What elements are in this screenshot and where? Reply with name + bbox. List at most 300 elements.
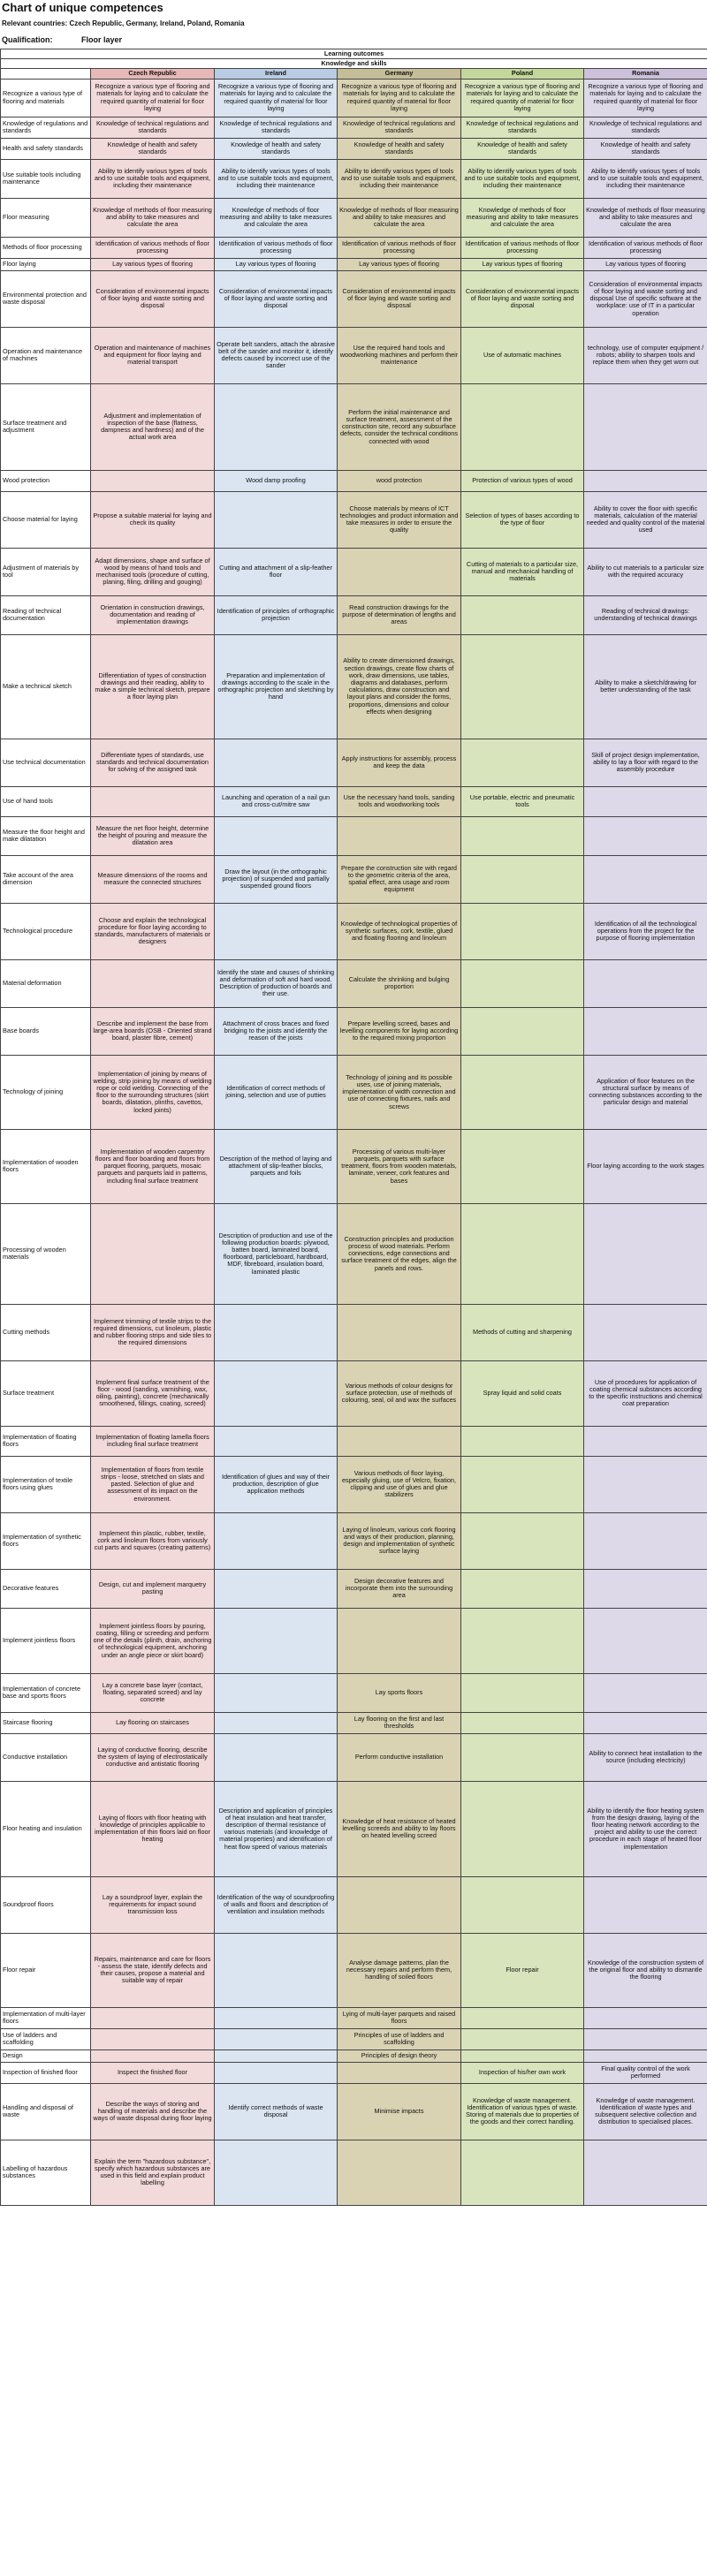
cell-poland [461,595,584,634]
row-topic: Make a technical sketch [1,634,91,739]
cell-poland: Knowledge of waste management. Identification of various types of waste. Storing of materials due to properties of the goods and their correct handling. [461,2083,584,2140]
qualification-value: Floor layer [81,35,123,44]
cell-germany: Lay sports floors [338,1673,461,1712]
table-row [1,595,707,634]
cell-poland [461,739,584,786]
cell-ireland [215,1512,338,1569]
row-topic: Use of hand tools [1,786,91,816]
table-row [1,2140,707,2205]
table-row [1,855,707,903]
cell-romania [584,2007,707,2028]
cell-romania: Ability to identify various types of tools and to use suitable tools and equipment, including their maintenance [584,159,707,198]
cell-czech-republic: Propose a suitable material for laying and check its quality [91,491,215,548]
cell-germany: Perform conductive installation [338,1733,461,1781]
cell-germany: Knowledge of heat resistance of heated levelling screeds and ability to lay floors on heated levelling screed [338,1781,461,1876]
cell-poland [461,2028,584,2049]
cell-romania: Lay various types of flooring [584,258,707,270]
cell-ireland: Draw the layout (in the orthographic projection) of suspended and partially suspended ground floors [215,855,338,903]
cell-czech-republic [91,959,215,1007]
cell-romania: Recognize a various type of flooring and materials for laying and to calculate the required quantity of material for floor laying [584,79,707,117]
table-row [1,159,707,198]
row-topic: Inspection of finished floor [1,2062,91,2083]
cell-romania: Ability to make a sketch/drawing for better understanding of the task [584,634,707,739]
row-topic: Use of ladders and scaffolding [1,2028,91,2049]
cell-poland: Knowledge of methods of floor measuring and ability to take measures and calculate the area [461,198,584,237]
cell-czech-republic: Implement jointless floors by pouring, coating, filling or screeding and perform one of the details (plinth, drain, anchoring of technological equipment, anchoring under an angle piece or skirt board) [91,1608,215,1673]
cell-romania [584,1512,707,1569]
cell-germany: Use the required hand tools and woodworking machines and perform their maintenance [338,327,461,383]
row-topic: Reading of technical documentation [1,595,91,634]
cell-czech-republic: Differentiation of types of construction drawings and their reading, ability to make a simple technical sketch, prepare a floor laying plan [91,634,215,739]
cell-romania [584,1712,707,1733]
cell-czech-republic: Recognize a various type of flooring and materials for laying and to calculate the required quantity of material for floor laying [91,79,215,117]
cell-ireland [215,1712,338,1733]
row-topic: Implementation of floating floors [1,1426,91,1456]
table-row [1,79,707,117]
table-row [1,1712,707,1733]
cell-romania: Identification of all the technological operations from the project for the purpose of flooring implementation [584,903,707,959]
cell-germany: Technology of joining and its possible uses, use of joining materials, implementation of width connection and use of connecting fixtures, nails and screws [338,1055,461,1129]
cell-czech-republic: Implementation of joining by means of welding, strip joining by means of welding rope or cold welding. Connecting of the floor to the surrounding structures (skirt boards, dilatation, plinths, cavettos, locked joints) [91,1055,215,1129]
cell-germany: Prepare the construction site with regard to the geometric criteria of the area, spatial effect, area usage and room equipment [338,855,461,903]
table-row [1,383,707,470]
cell-poland: Protection of various types of wood [461,470,584,491]
cell-germany: Knowledge of health and safety standards [338,138,461,159]
cell-romania [584,470,707,491]
row-topic: Take account of the area dimension [1,855,91,903]
row-topic: Cutting methods [1,1304,91,1360]
cell-germany: Apply instructions for assembly, process and keep the data [338,739,461,786]
cell-germany: Principles of design theory [338,2049,461,2062]
cell-czech-republic: Knowledge of technical regulations and standards [91,117,215,138]
cell-ireland [215,1426,338,1456]
cell-ireland: Description and application of principles of heat insulation and heat transfer, description of thermal resistance of various materials (and knowledge of material properties) and identification of heat flow speed of various materials [215,1781,338,1876]
cell-czech-republic [91,2007,215,2028]
row-topic: Technology of joining [1,1055,91,1129]
cell-poland [461,903,584,959]
cell-ireland: Identification of various methods of floor processing [215,237,338,258]
row-topic: Staircase flooring [1,1712,91,1733]
cell-poland: Spray liquid and solid coats [461,1360,584,1426]
cell-romania: Knowledge of waste management. Identification of waste types and subsequent selective collection and distribution to specialised places. [584,2083,707,2140]
cell-ireland: Launching and operation of a nail gun and cross-cut/mitre saw [215,786,338,816]
cell-ireland [215,2007,338,2028]
cell-ireland: Identification of the way of soundproofing of walls and floors and description of ventilation and insulation methods [215,1876,338,1933]
cell-romania: Knowledge of health and safety standards [584,138,707,159]
cell-germany: Analyse damage patterns, plan the necessary repairs and perform them, handling of soiled floors [338,1933,461,2007]
cell-poland [461,1608,584,1673]
cell-romania: Use of procedures for application of coating chemical substances according to the specific instructions and chemical coat preparation [584,1360,707,1426]
cell-czech-republic: Operation and maintenance of machines and equipment for floor laying and material transport [91,327,215,383]
column-header-ireland: Ireland [215,69,338,79]
row-topic: Handling and disposal of waste [1,2083,91,2140]
cell-germany [338,816,461,855]
cell-czech-republic: Implementation of floors from textile strips - loose, stretched on slats and pasted. Selection of glue and assessment of its impact on the environment. [91,1456,215,1512]
cell-czech-republic: Implement thin plastic, rubber, textile, cork and linoleum floors from variously cut parts and squares (creating patterns) [91,1512,215,1569]
cell-czech-republic: Implementation of floating lamella floors including final surface treatment [91,1426,215,1456]
cell-romania: Ability to cover the floor with specific materials, calculation of the material needed and quality control of the material used [584,491,707,548]
cell-poland [461,1781,584,1876]
row-topic: Implementation of concrete base and sports floors [1,1673,91,1712]
table-row [1,2049,707,2062]
cell-germany [338,1426,461,1456]
cell-romania [584,1569,707,1608]
row-topic: Recognize a various type of flooring and materials [1,79,91,117]
cell-ireland: Recognize a various type of flooring and materials for laying and to calculate the required quantity of material for floor laying [215,79,338,117]
row-topic: Labelling of hazardous substances [1,2140,91,2205]
cell-ireland: Preparation and implementation of drawings according to the scale in the orthographic projection and sketching by hand [215,634,338,739]
table-row [1,491,707,548]
row-topic: Floor laying [1,258,91,270]
cell-romania: Knowledge of methods of floor measuring and ability to take measures and calculate the area [584,198,707,237]
cell-poland [461,816,584,855]
row-topic: Choose material for laying [1,491,91,548]
cell-ireland [215,383,338,470]
cell-poland [461,1055,584,1129]
cell-germany [338,2140,461,2205]
cell-czech-republic: Implementation of wooden carpentry floors and floor boarding and floors from parquet flooring, parquets, mosaic parquets and parquets laid in patterns, including final surface treatment [91,1129,215,1203]
row-topic: Floor heating and insulation [1,1781,91,1876]
cell-poland: Use of automatic machines [461,327,584,383]
table-row [1,1055,707,1129]
cell-poland [461,1712,584,1733]
document-title: Chart of unique competences [2,1,163,14]
cell-czech-republic: Design, cut and implement marquetry pasting [91,1569,215,1608]
cell-czech-republic [91,786,215,816]
cell-poland [461,1426,584,1456]
cell-ireland: Ability to identify various types of tools and to use suitable tools and equipment, including their maintenance [215,159,338,198]
cell-poland: Identification of various methods of floor processing [461,237,584,258]
cell-romania [584,1673,707,1712]
row-topic: Surface treatment and adjustment [1,383,91,470]
cell-czech-republic: Lay flooring on staircases [91,1712,215,1733]
cell-czech-republic: Implement final surface treatment of the floor - wood (sanding, varnishing, wax, oiling, painting), concrete (mechanically smoothened, fillings, coating, screed) [91,1360,215,1426]
table-row [1,198,707,237]
table-row [1,959,707,1007]
table-row [1,1203,707,1304]
cell-ireland: Cutting and attachment of a slip-feather floor [215,548,338,595]
row-topic: Floor measuring [1,198,91,237]
table-row [1,258,707,270]
cell-germany: Minimise impacts [338,2083,461,2140]
cell-czech-republic: Repairs, maintenance and care for floors - assess the state, identify defects and their causes, propose a material and suitable way of repair [91,1933,215,2007]
cell-germany: Read construction drawings for the purpose of determination of lengths and areas [338,595,461,634]
cell-ireland: Identify correct methods of waste disposal [215,2083,338,2140]
cell-poland: Consideration of environmental impacts of floor laying and waste sorting and disposal [461,270,584,327]
cell-poland: Use portable, electric and pneumatic tools [461,786,584,816]
table-row [1,1360,707,1426]
cell-ireland [215,1733,338,1781]
table-row [1,2083,707,2140]
cell-germany: Recognize a various type of flooring and materials for laying and to calculate the required quantity of material for floor laying [338,79,461,117]
column-header-poland: Poland [461,69,584,79]
cell-poland: Methods of cutting and sharpening [461,1304,584,1360]
cell-poland [461,1129,584,1203]
table-row [1,634,707,739]
cell-germany: Choose materials by means of ICT technologies and product information and take measures in order to ensure the quality [338,491,461,548]
cell-ireland: Description of the method of laying and attachment of slip-feather blocks, parquets and foils [215,1129,338,1203]
cell-romania: Final quality control of the work performed [584,2062,707,2083]
relevant-countries: Relevant countries: Czech Republic, Germany, Ireland, Poland, Romania [2,19,245,27]
cell-ireland [215,2049,338,2062]
cell-romania [584,1426,707,1456]
cell-germany: Various methods of floor laying, especially gluing, use of Velcro, fixation, clipping and use of glues and glue stabilizers [338,1456,461,1512]
cell-czech-republic [91,470,215,491]
cell-romania [584,855,707,903]
cell-ireland: Attachment of cross braces and fixed bridging to the joists and identify the reason of the joists [215,1007,338,1055]
cell-poland: Selection of types of bases according to the type of floor [461,491,584,548]
cell-germany: Identification of various methods of floor processing [338,237,461,258]
row-topic: Measure the floor height and make dilatation [1,816,91,855]
cell-poland [461,2007,584,2028]
cell-poland: Knowledge of health and safety standards [461,138,584,159]
cell-poland: Inspection of his/her own work [461,2062,584,2083]
cell-czech-republic: Differentiate types of standards, use standards and technical documentation for solving of the assigned task [91,739,215,786]
cell-ireland [215,491,338,548]
row-topic: Knowledge of regulations and standards [1,117,91,138]
cell-poland [461,2140,584,2205]
cell-germany: Construction principles and production process of wood materials. Perform connections, edge connections and surface treatment of the edges, align the panels and rows. [338,1203,461,1304]
table-row [1,1426,707,1456]
table-row [1,1733,707,1781]
cell-czech-republic [91,1203,215,1304]
cell-romania: Skill of project design implementation, ability to lay a floor with regard to the assembly procedure [584,739,707,786]
row-topic: Environmental protection and waste disposal [1,270,91,327]
row-topic: Floor repair [1,1933,91,2007]
cell-romania: Consideration of environmental impacts of floor laying and waste sorting and disposal Use of specific software at the workplace: use of IT in a particular operation [584,270,707,327]
cell-czech-republic: Choose and explain the technological procedure for floor laying according to standards, manufacturers of materials or designers [91,903,215,959]
cell-ireland: Lay various types of flooring [215,258,338,270]
cell-poland [461,855,584,903]
cell-ireland: Knowledge of methods of floor measuring and ability to take measures and calculate the area [215,198,338,237]
cell-germany: Knowledge of methods of floor measuring and ability to take measures and calculate the area [338,198,461,237]
cell-ireland: Consideration of environmental impacts of floor laying and waste sorting and disposal [215,270,338,327]
table-row [1,903,707,959]
cell-romania: Ability to identify the floor heating system from the design drawing, laying of the floor heating network according to the project and ability to use the correct procedure in each stage of heated floor implementation [584,1781,707,1876]
cell-romania [584,1608,707,1673]
row-topic: Base boards [1,1007,91,1055]
cell-czech-republic: Identification of various methods of floor processing [91,237,215,258]
cell-germany: Prepare levelling screed, bases and levelling components for laying according to the required mixing proportion [338,1007,461,1055]
cell-germany [338,548,461,595]
table-row [1,2028,707,2049]
cell-poland [461,1569,584,1608]
cell-czech-republic: Inspect the finished floor [91,2062,215,2083]
cell-poland: Recognize a various type of flooring and materials for laying and to calculate the required quantity of material for floor laying [461,79,584,117]
table-row [1,237,707,258]
cell-ireland [215,816,338,855]
cell-czech-republic: Describe and implement the base from large-area boards (OSB - Oriented strand board, plaster fibre, cement) [91,1007,215,1055]
competence-table [0,49,707,2206]
cell-ireland: Identification of principles of orthographic projection [215,595,338,634]
row-topic: Implementation of wooden floors [1,1129,91,1203]
cell-ireland [215,1569,338,1608]
cell-czech-republic: Measure dimensions of the rooms and measure the connected structures [91,855,215,903]
cell-germany: Lay flooring on the first and last thresholds [338,1712,461,1733]
cell-czech-republic: Consideration of environmental impacts of floor laying and waste sorting and disposal [91,270,215,327]
cell-czech-republic: Measure the net floor height, determine the height of pouring and measure the dilatation area [91,816,215,855]
table-row [1,2062,707,2083]
cell-romania: Identification of various methods of floor processing [584,237,707,258]
cell-germany: Knowledge of technical regulations and standards [338,117,461,138]
cell-poland [461,1456,584,1512]
table-row [1,1007,707,1055]
cell-romania [584,1007,707,1055]
cell-ireland: Knowledge of health and safety standards [215,138,338,159]
topic-column-header [1,69,91,79]
table-row [1,1673,707,1712]
cell-germany: Knowledge of technological properties of synthetic surfaces, cork, textile, glued and floating flooring and linoleum [338,903,461,959]
row-topic: Implementation of textile floors using glues [1,1456,91,1512]
row-topic: Technological procedure [1,903,91,959]
cell-germany [338,1608,461,1673]
cell-germany: Calculate the shrinking and bulging proportion [338,959,461,1007]
table-row [1,1933,707,2007]
table-row [1,786,707,816]
cell-germany: Design decorative features and incorporate them into the surrounding area [338,1569,461,1608]
table-row [1,1876,707,1933]
table-row [1,548,707,595]
cell-poland [461,1673,584,1712]
learning-outcomes-header: Learning outcomes [1,49,707,59]
row-topic: Surface treatment [1,1360,91,1426]
cell-czech-republic: Lay a concrete base layer (contact, floating, separated screed) and lay concrete [91,1673,215,1712]
cell-germany: Various methods of colour designs for surface protection, use of methods of colouring, seal, oil and wax the surfaces [338,1360,461,1426]
table-row [1,470,707,491]
cell-romania [584,1304,707,1360]
cell-ireland: Identification of correct methods of joining, selection and use of putties [215,1055,338,1129]
cell-romania [584,1456,707,1512]
cell-ireland [215,1673,338,1712]
cell-romania: technology, use of computer equipment / robots; ability to sharpen tools and replace them when they get worn out [584,327,707,383]
cell-poland [461,1876,584,1933]
column-header-romania: Romania [584,69,707,79]
table-row [1,1512,707,1569]
cell-ireland: Identify the state and causes of shrinking and deformation of soft and hard wood. Description of production of boards and their use. [215,959,338,1007]
cell-czech-republic: Implement trimming of textile strips to the required dimensions, cut linoleum, plastic and rubber flooring strips and side tiles to the required dimensions [91,1304,215,1360]
cell-ireland: Operate belt sanders, attach the abrasive belt of the sander and monitor it, identify defects caused by incorrect use of the sander [215,327,338,383]
cell-ireland [215,1360,338,1426]
row-topic: Conductive installation [1,1733,91,1781]
cell-ireland [215,2028,338,2049]
row-topic: Material deformation [1,959,91,1007]
cell-romania [584,1876,707,1933]
cell-ireland: Knowledge of technical regulations and standards [215,117,338,138]
cell-czech-republic: Lay a soundproof layer, explain the requirements for impact sound transmission loss [91,1876,215,1933]
row-topic: Soundproof floors [1,1876,91,1933]
cell-poland [461,1512,584,1569]
cell-ireland [215,739,338,786]
cell-ireland [215,2140,338,2205]
cell-romania [584,959,707,1007]
cell-poland: Lay various types of flooring [461,258,584,270]
table-row [1,1304,707,1360]
cell-czech-republic: Adapt dimensions, shape and surface of wood by means of hand tools and mechanised tools (procedure of cutting, planing, filing, drilling and gouging) [91,548,215,595]
table-body [1,79,707,2205]
cell-poland [461,1733,584,1781]
cell-romania [584,2049,707,2062]
row-topic: Operation and maintenance of machines [1,327,91,383]
table-row [1,117,707,138]
table-row [1,1781,707,1876]
cell-czech-republic: Ability to identify various types of tools and to use suitable tools and equipment, including their maintenance [91,159,215,198]
cell-ireland [215,1608,338,1673]
cell-ireland [215,2062,338,2083]
row-topic: Adjustment of materials by tool [1,548,91,595]
cell-ireland: Description of production and use of the following production boards: plywood, batten board, laminated board, floorboard, particleboard, hardboard, MDF, fibreboard, insulation board, laminated plastic [215,1203,338,1304]
cell-romania: Application of floor features on the structural surface by means of connecting substances according to the particular design and material [584,1055,707,1129]
cell-romania: Ability to connect heat installation to the source (including electricity) [584,1733,707,1781]
row-topic: Implement jointless floors [1,1608,91,1673]
cell-romania [584,786,707,816]
cell-ireland: Identification of glues and way of their production, description of glue application methods [215,1456,338,1512]
table-row [1,816,707,855]
row-topic: Processing of wooden materials [1,1203,91,1304]
cell-czech-republic: Adjustment and implementation of inspection of the base (flatness, dampness and hardness) and of the actual work area [91,383,215,470]
cell-germany: Perform the initial maintenance and surface treatment, assessment of the construction site, record any subsurface defects, consider the technical conditions connected with wood [338,383,461,470]
cell-germany [338,2062,461,2083]
cell-poland [461,1203,584,1304]
table-row [1,327,707,383]
cell-ireland [215,1304,338,1360]
cell-romania [584,2140,707,2205]
row-topic: Implementation of synthetic floors [1,1512,91,1569]
cell-czech-republic [91,2028,215,2049]
cell-poland: Knowledge of technical regulations and standards [461,117,584,138]
cell-ireland [215,903,338,959]
cell-germany: wood protection [338,470,461,491]
table-row [1,2007,707,2028]
cell-romania [584,383,707,470]
column-header-germany: Germany [338,69,461,79]
table-row [1,270,707,327]
cell-germany: Principles of use of ladders and scaffolding [338,2028,461,2049]
cell-poland [461,383,584,470]
cell-germany: Consideration of environmental impacts of floor laying and waste sorting and disposal [338,270,461,327]
cell-romania: Floor laying according to the work stages [584,1129,707,1203]
qualification-label: Qualification: [2,35,53,44]
cell-czech-republic: Explain the term "hazardous substance", specify which hazardous substances are used in this field and explain product labelling [91,2140,215,2205]
row-topic: Health and safety standards [1,138,91,159]
row-topic: Wood protection [1,470,91,491]
cell-poland [461,634,584,739]
row-topic: Methods of floor processing [1,237,91,258]
cell-poland: Cutting of materials to a particular size, manual and mechanical handling of materials [461,548,584,595]
cell-germany: Lay various types of flooring [338,258,461,270]
cell-romania: Knowledge of technical regulations and standards [584,117,707,138]
cell-poland [461,959,584,1007]
cell-czech-republic: Describe the ways of storing and handling of materials and describe the ways of waste disposal during floor laying [91,2083,215,2140]
table-row [1,138,707,159]
cell-czech-republic: Knowledge of methods of floor measuring and ability to take measures and calculate the area [91,198,215,237]
cell-poland [461,1007,584,1055]
cell-germany: Laying of linoleum, various cork flooring and ways of their production, planning, design and implementation of synthetic surface laying [338,1512,461,1569]
cell-romania [584,1203,707,1304]
table-row [1,1456,707,1512]
cell-czech-republic: Laying of floors with floor heating with knowledge of principles applicable to implementation of thin floors laid on floor heating [91,1781,215,1876]
table-row [1,739,707,786]
cell-poland [461,2049,584,2062]
table-row [1,1608,707,1673]
cell-ireland: Wood damp proofing [215,470,338,491]
qualification-line [0,31,707,49]
cell-romania: Knowledge of the construction system of the original floor and ability to dismantle the flooring [584,1933,707,2007]
row-topic: Design [1,2049,91,2062]
cell-romania [584,2028,707,2049]
cell-poland: Ability to identify various types of tools and to use suitable tools and equipment, including their maintenance [461,159,584,198]
cell-romania: Ability to cut materials to a particular size with the required accuracy [584,548,707,595]
cell-czech-republic [91,2049,215,2062]
